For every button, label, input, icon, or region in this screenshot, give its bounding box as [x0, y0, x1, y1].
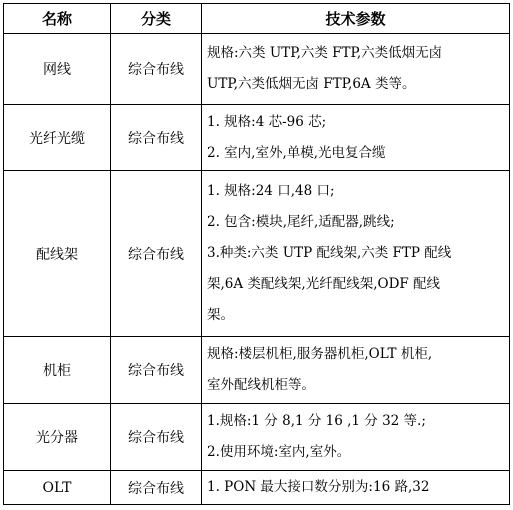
- table-row: [4, 404, 510, 471]
- param-line: 1.规格:1 分 8,1 分 16 ,1 分 32 等.;: [207, 413, 426, 429]
- header-params: 技术参数: [202, 4, 510, 34]
- param-line: 1. 规格:4 芯-96 芯;: [207, 113, 327, 130]
- param-line: 架。: [207, 307, 234, 323]
- param-line: 2. 室内,室外,单模,光电复合缆: [207, 144, 386, 161]
- param-line: 架,6A 类配线架,光纤配线架,ODF 配线: [207, 276, 441, 292]
- param-line: 2. 包含:模块,尾纤,适配器,跳线;: [207, 214, 395, 230]
- param-line: 1. PON 最大接口数分别为:16 路,32: [207, 479, 430, 495]
- header-category: 分类: [111, 4, 202, 34]
- row-name: 网线: [4, 34, 111, 105]
- param-line: 2.使用环境:室内,室外。: [207, 444, 351, 460]
- row-params: [202, 471, 510, 505]
- row-name: 光纤光缆: [4, 105, 111, 171]
- param-line: 规格:楼层机柜,服务器机柜,OLT 机柜,: [207, 346, 433, 362]
- row-params: [202, 171, 510, 337]
- row-category: 综合布线: [111, 105, 202, 171]
- row-name: OLT: [4, 471, 111, 505]
- row-params: [202, 34, 510, 105]
- param-line: UTP,六类低烟无卤 FTP,6A 类等。: [207, 76, 416, 92]
- param-line: 1. 规格:24 口,48 口;: [207, 183, 335, 199]
- row-category: 综合布线: [111, 171, 202, 337]
- param-line: 室外配线机柜等。: [207, 377, 315, 393]
- row-name: 配线架: [4, 171, 111, 337]
- header-row: [4, 4, 510, 34]
- param-line: 规格:六类 UTP,六类 FTP,六类低烟无卤: [207, 45, 443, 61]
- table-row: [4, 337, 510, 404]
- table-row: [4, 105, 510, 171]
- row-category: 综合布线: [111, 34, 202, 105]
- param-line: 3.种类:六类 UTP 配线架,六类 FTP 配线: [207, 245, 452, 261]
- row-params: [202, 105, 510, 171]
- table-row: [4, 34, 510, 105]
- table-row: [4, 471, 510, 505]
- row-params: [202, 404, 510, 471]
- header-name: 名称: [4, 4, 111, 34]
- row-category: 综合布线: [111, 337, 202, 404]
- row-name: 机柜: [4, 337, 111, 404]
- row-category: 综合布线: [111, 404, 202, 471]
- row-params: [202, 337, 510, 404]
- spec-table: [3, 3, 510, 505]
- row-category: 综合布线: [111, 471, 202, 505]
- row-name: 光分器: [4, 404, 111, 471]
- table-row: [4, 171, 510, 337]
